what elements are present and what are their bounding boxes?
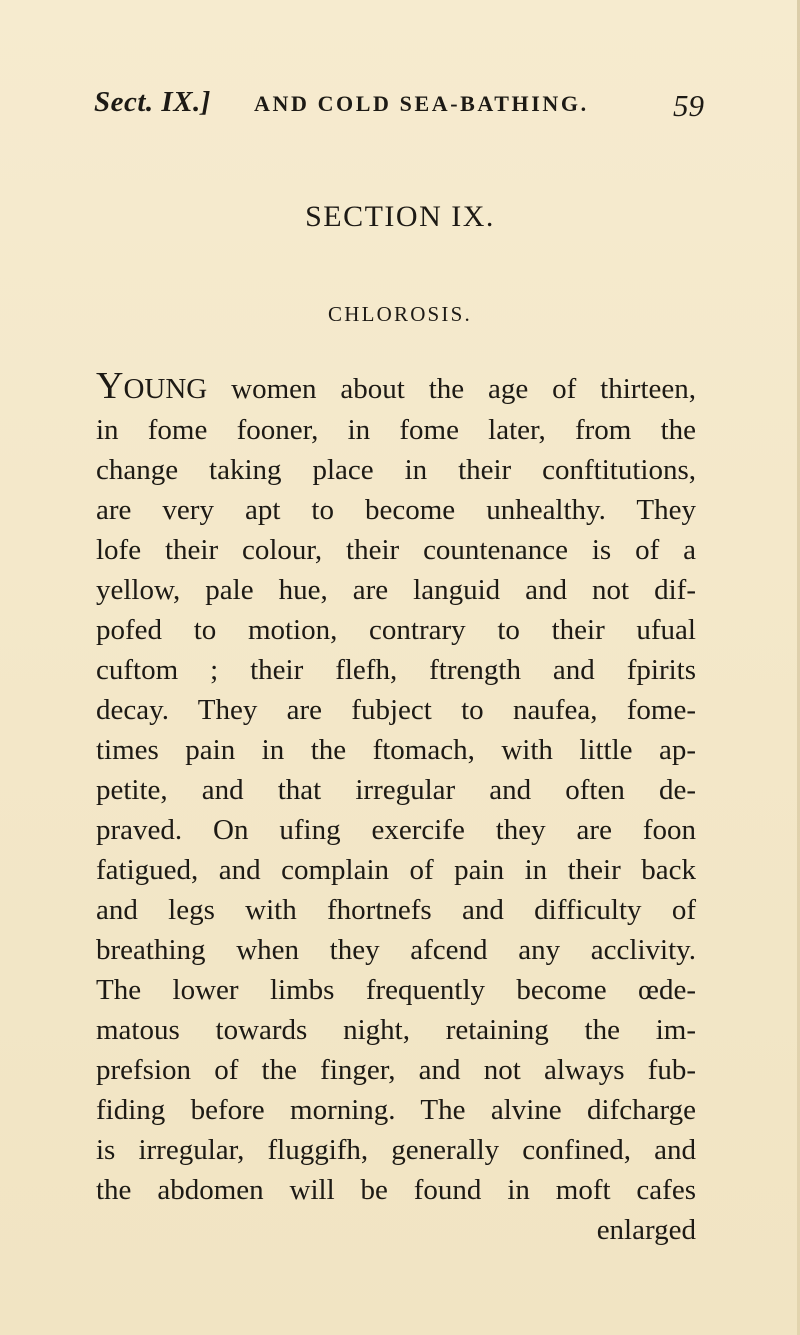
text-line: fiding before morning. The alvine difcharge xyxy=(96,1094,696,1126)
text-line: praved. On ufing exercife they are foon xyxy=(96,814,696,846)
text-line: petite, and that irregular and often de- xyxy=(96,774,696,806)
chapter-subheading: CHLOROSIS. xyxy=(328,302,472,326)
section-heading: SECTION IX. xyxy=(305,200,495,233)
text-line: pofed to motion, contrary to their ufual xyxy=(96,614,696,646)
running-head xyxy=(94,86,704,130)
body-paragraph xyxy=(96,362,696,1250)
running-head-title: AND COLD SEA-BATHING. xyxy=(254,91,589,116)
text-line: and legs with fhortnefs and difficulty of xyxy=(96,894,696,926)
text-line: decay. They are fubject to naufea, fome- xyxy=(96,694,696,726)
text-line: yellow, pale hue, are languid and not dif- xyxy=(96,574,696,606)
text-line: cuftom ; their flefh, ftrength and fpirits xyxy=(96,654,696,686)
text-line: in fome fooner, in fome later, from the xyxy=(96,414,696,446)
text-line: fatigued, and complain of pain in their back xyxy=(96,854,696,886)
text-line: the abdomen will be found in moft cafes xyxy=(96,1174,696,1206)
page-number: 59 xyxy=(673,88,704,123)
text-line: lofe their colour, their countenance is of a xyxy=(96,534,696,566)
text-line: is irregular, fluggifh, generally confined, and xyxy=(96,1134,696,1166)
running-head-section: Sect. IX.] xyxy=(94,86,211,118)
first-line-rest: women about the age of thirteen, xyxy=(207,373,696,405)
text-line: breathing when they afcend any acclivity. xyxy=(96,934,696,966)
text-line: times pain in the ftomach, with little ap- xyxy=(96,734,696,766)
text-line: change taking place in their conftitutions, xyxy=(96,454,696,486)
text-line: The lower limbs frequently become œde- xyxy=(96,974,696,1006)
initial-letter: Y xyxy=(96,365,124,407)
text-line: matous towards night, retaining the im- xyxy=(96,1014,696,1046)
text-line: prefsion of the finger, and not always fub- xyxy=(96,1054,696,1086)
text-line: are very apt to become unhealthy. They xyxy=(96,494,696,526)
first-word-rest: OUNG xyxy=(123,373,208,405)
catchword: enlarged xyxy=(596,1214,696,1246)
text-line-first xyxy=(96,362,696,410)
